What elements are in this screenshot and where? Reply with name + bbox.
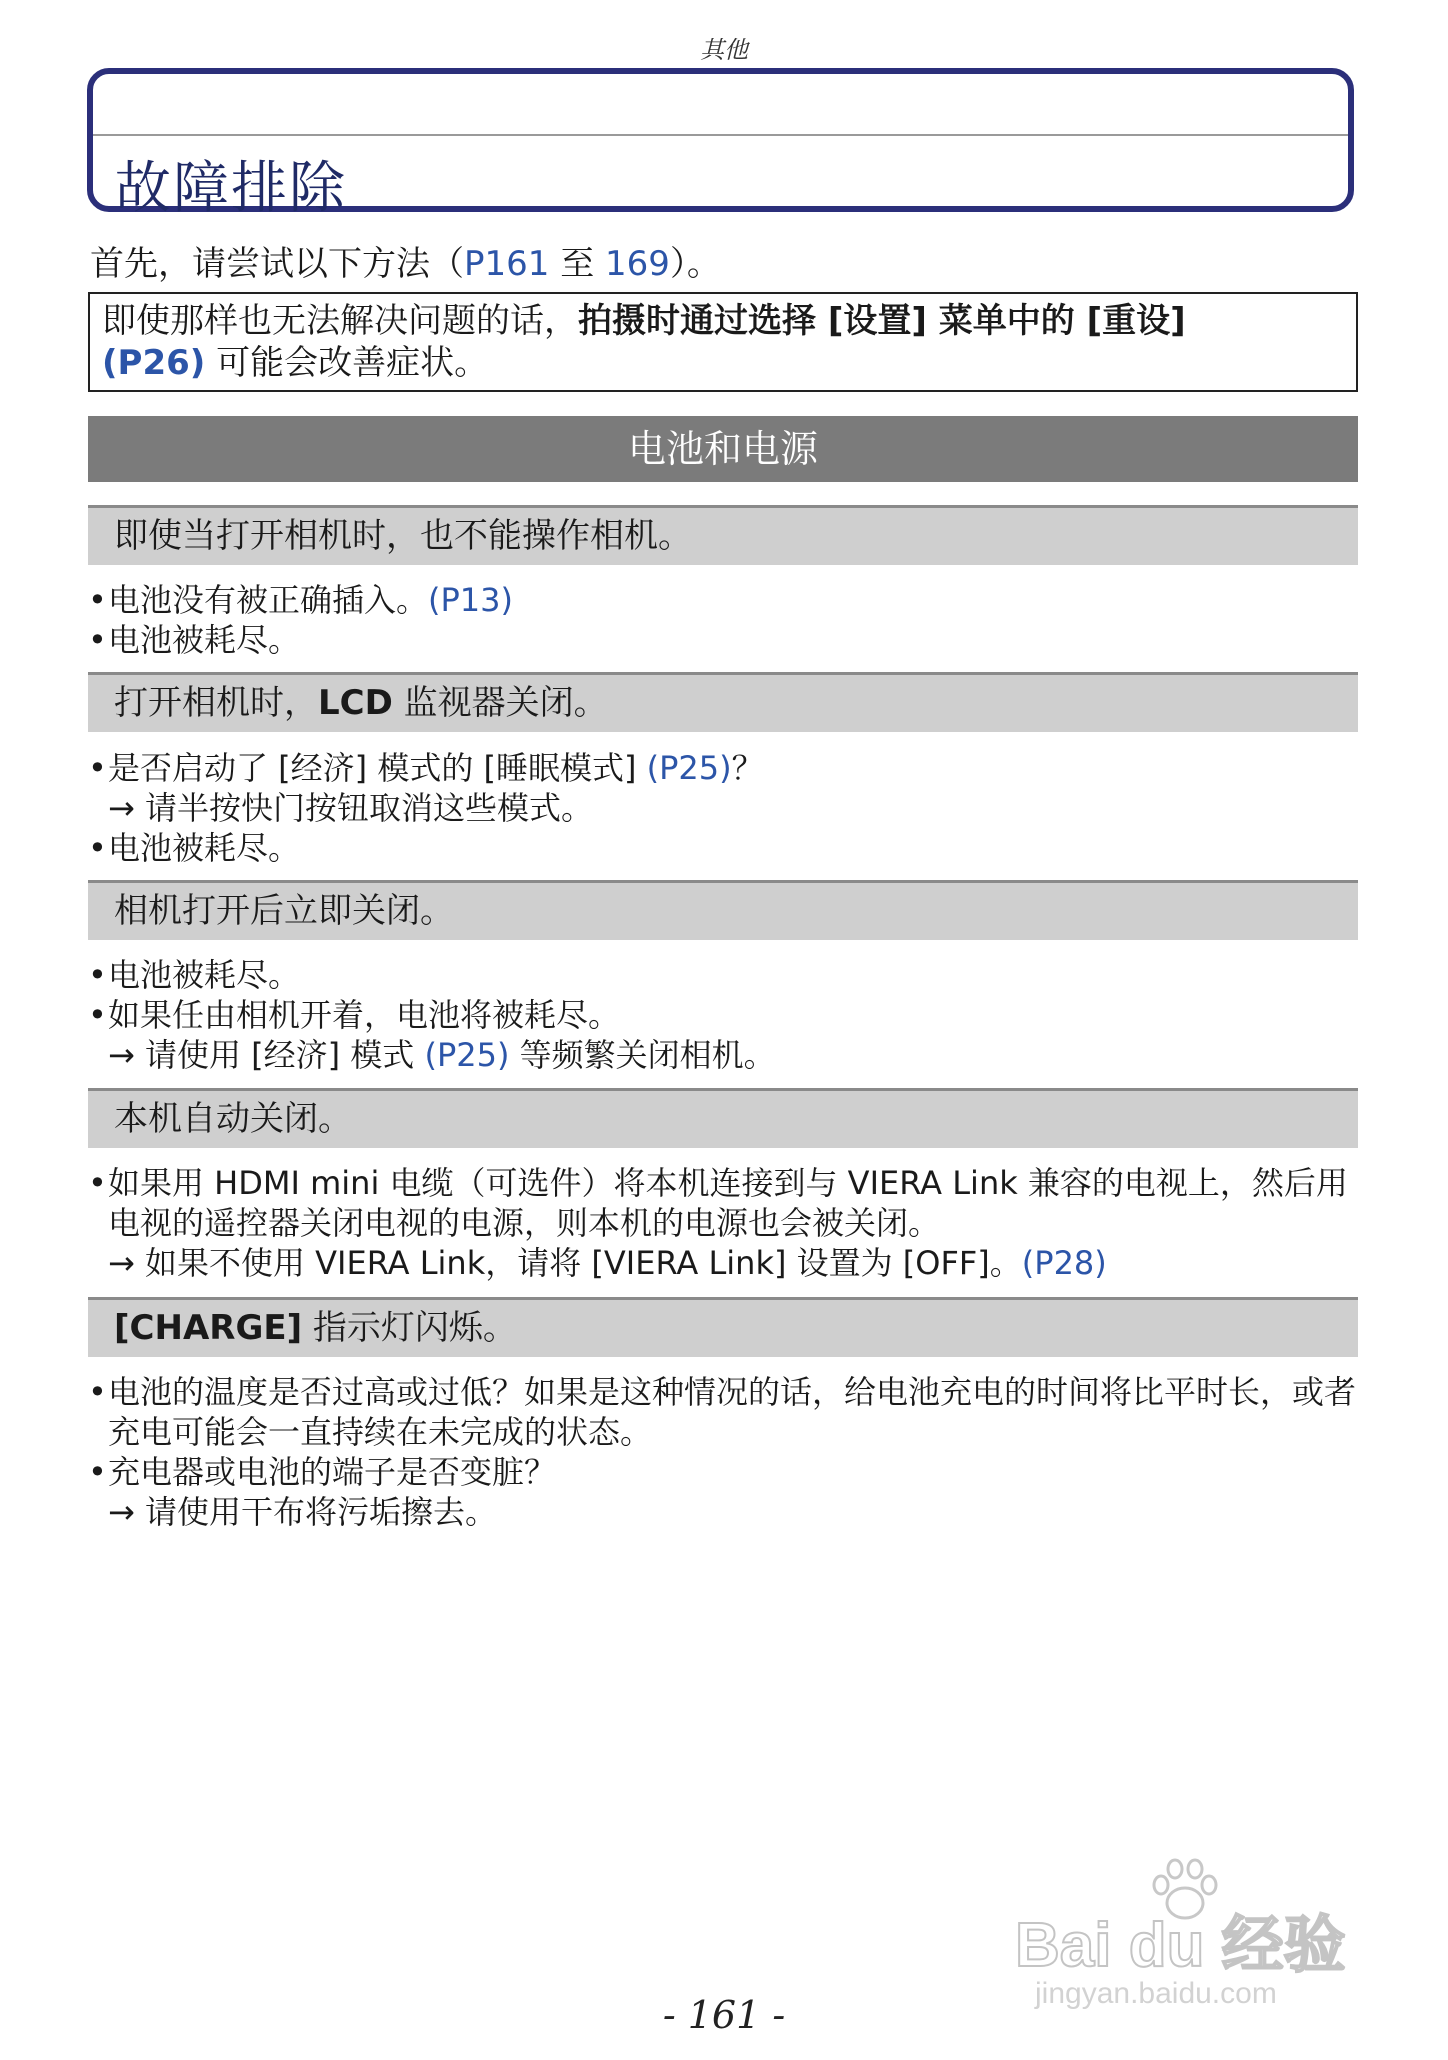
group-list-3 xyxy=(88,955,1363,1075)
item-text: 如果任由相机开着，电池将被耗尽。 xyxy=(108,996,621,1034)
group-heading-2 xyxy=(88,672,1358,732)
list-item xyxy=(88,620,1363,660)
group-list-4 xyxy=(88,1163,1363,1283)
list-item xyxy=(88,748,1363,788)
title-divider xyxy=(93,134,1348,136)
item-text: 如果用 HDMI mini 电缆（可选件）将本机连接到与 VIERA Link 兼容的电视上，然后用电视的遥控器关闭电视的电源，则本机的电源也会被关闭。 xyxy=(108,1164,1348,1242)
item-text: 电池的温度是否过高或过低？如果是这种情况的话，给电池充电的时间将比平时长，或者充电可能会一直持续在未完成的状态。 xyxy=(108,1373,1357,1451)
arrow-note xyxy=(88,1243,1363,1283)
intro-before: 首先，请尝试以下方法（ xyxy=(90,244,464,284)
arrow-note: → 请半按快门按钮取消这些模式。 xyxy=(108,789,593,827)
arrow-note xyxy=(88,1035,1363,1075)
intro-text xyxy=(90,236,721,285)
group-list-1 xyxy=(88,580,1363,660)
watermark-main: Bai du 经验 xyxy=(1015,1911,1346,1980)
group-list-2 xyxy=(88,748,1363,868)
heading-bold: [CHARGE] xyxy=(114,1308,303,1348)
item-text: ？ xyxy=(731,749,764,787)
watermark-sub: jingyan.baidu.com xyxy=(1035,1977,1277,2010)
list-item xyxy=(88,1372,1363,1452)
notice-part1: 即使那样也无法解决问题的话， xyxy=(102,301,578,341)
list-item xyxy=(88,580,1363,620)
link-p25[interactable]: (P25) xyxy=(646,749,732,787)
page-title: 故障排除 xyxy=(115,156,347,221)
link-p13[interactable]: (P13) xyxy=(428,581,513,619)
arrow-text: → 如果不使用 VIERA Link，请将 [VIERA Link] 设置为 [OFF]。 xyxy=(108,1244,1022,1282)
notice-box xyxy=(88,292,1358,392)
group-heading-3: 相机打开后立即关闭。 xyxy=(88,880,1358,940)
item-text: 电池被耗尽。 xyxy=(108,829,301,867)
group-heading-4: 本机自动关闭。 xyxy=(88,1088,1358,1148)
link-p28[interactable]: (P28) xyxy=(1021,1244,1107,1282)
page-number: - 161 - xyxy=(662,1993,786,2037)
item-text: 电池被耗尽。 xyxy=(108,621,301,659)
heading-bold: LCD xyxy=(318,683,393,723)
title-box xyxy=(87,68,1354,221)
intro-after: ）。 xyxy=(669,244,721,284)
arrow-text: → 请使用 [经济] 模式 xyxy=(108,1036,425,1074)
heading-text: 打开相机时， xyxy=(114,683,318,723)
item-text: 是否启动了 [经济] 模式的 [睡眠模式] xyxy=(108,749,647,787)
page-category: 其他 xyxy=(700,36,748,64)
arrow-text: 等频繁关闭相机。 xyxy=(509,1036,776,1074)
heading-text: 监视器关闭。 xyxy=(392,683,608,723)
list-item xyxy=(88,955,1363,995)
arrow-note: → 请使用干布将污垢擦去。 xyxy=(108,1493,497,1531)
intro-link-169[interactable]: 169 xyxy=(605,244,670,284)
group-list-5 xyxy=(88,1372,1363,1532)
section-header: 电池和电源 xyxy=(88,416,1358,482)
intro-link-p161[interactable]: P161 xyxy=(464,244,550,284)
item-text: 充电器或电池的端子是否变脏？ xyxy=(108,1453,557,1491)
list-item xyxy=(88,995,1363,1035)
list-item xyxy=(88,1452,1363,1492)
intro-mid: 至 xyxy=(549,244,606,284)
notice-link-p26[interactable]: (P26) xyxy=(102,343,206,383)
group-heading-1: 即使当打开相机时，也不能操作相机。 xyxy=(88,505,1358,565)
group-heading-5 xyxy=(88,1297,1358,1357)
link-p25[interactable]: (P25) xyxy=(424,1036,510,1074)
heading-text: 指示灯闪烁。 xyxy=(302,1308,517,1348)
baidu-watermark xyxy=(1015,1855,1355,2015)
notice-part3: 可能会改善症状。 xyxy=(205,343,489,383)
list-item xyxy=(88,828,1363,868)
item-text: 电池没有被正确插入。 xyxy=(108,581,429,619)
list-item xyxy=(88,1163,1363,1243)
notice-part2: 拍摄时通过选择 [设置] 菜单中的 [重设] xyxy=(578,301,1186,341)
item-text: 电池被耗尽。 xyxy=(108,956,301,994)
